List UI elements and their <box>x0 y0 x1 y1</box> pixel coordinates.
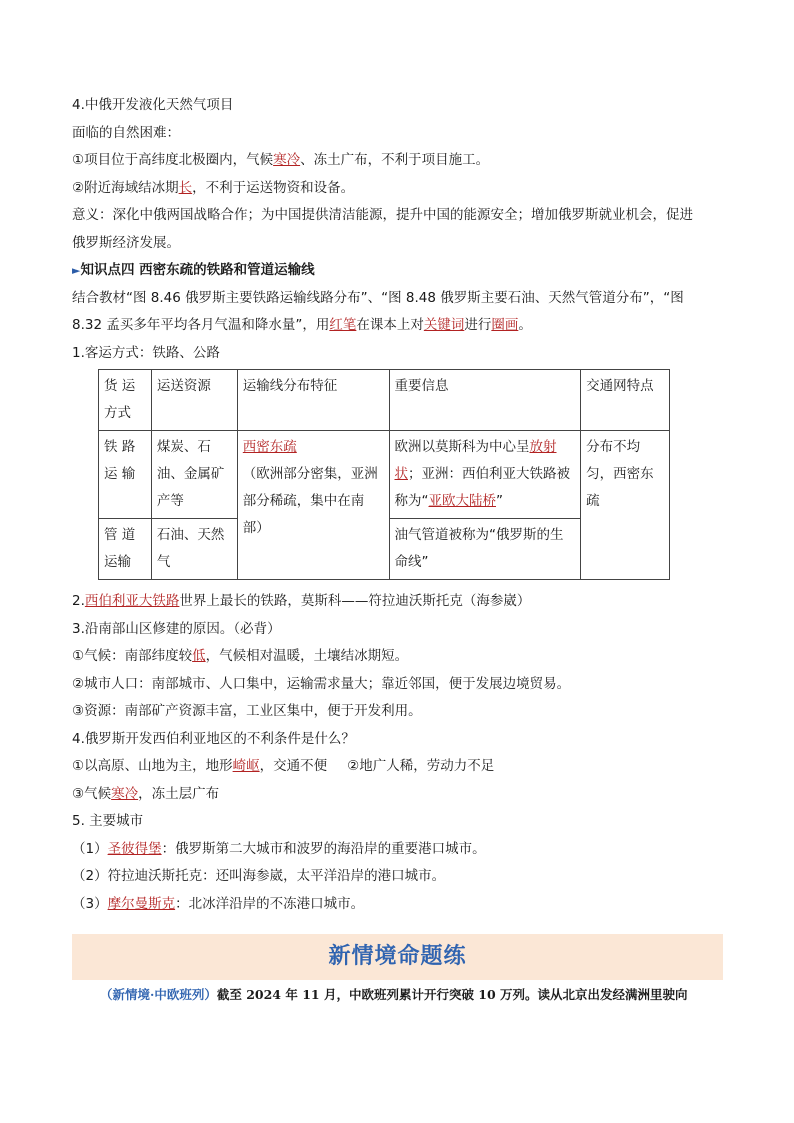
text: ；亚洲：西伯利亚大铁路被称为“ <box>394 466 570 509</box>
text: 、冻土广布，不利于项目施工。 <box>300 152 490 168</box>
keyword-low: 低 <box>192 648 206 664</box>
reason-climate <box>72 643 722 671</box>
table-cell: 管 道运输 <box>99 519 152 580</box>
reason-resource: ③资源：南部矿产资源丰富，工业区集中，便于开发利用。 <box>72 703 422 719</box>
city-3 <box>72 891 722 919</box>
meaning-line-2: 俄罗斯经济发展。 <box>72 234 180 251</box>
text: ③气候 <box>72 785 112 802</box>
text: ，气候相对温暖，土壤结冰期短。 <box>205 648 409 664</box>
keyword-long: 长 <box>178 179 193 196</box>
text: 欧洲以莫斯科为中心呈 <box>394 439 530 455</box>
keyword-murmansk: 摩尔曼斯克 <box>107 895 176 912</box>
knowledge-point-title: 知识点四 西密东疏的铁路和管道运输线 <box>80 262 315 278</box>
keyword-west-dense: 西密东疏 <box>242 439 297 455</box>
question-stem <box>100 985 730 1003</box>
difficulty-item-1 <box>72 147 722 175</box>
table-cell <box>237 431 389 580</box>
city-2: （2）符拉迪沃斯托克：还叫海参崴，太平洋沿岸的港口城市。 <box>72 868 446 884</box>
text: ，交通不便 <box>259 758 328 774</box>
section-4-title: 4.中俄开发液化天然气项目 <box>72 97 234 113</box>
keyword-circle: 圈画 <box>491 317 519 333</box>
section-3-title: 3.沿南部山区修建的原因。（必背） <box>72 620 281 637</box>
text: ②附近海域结冰期 <box>72 179 179 196</box>
difficulty-item-2 <box>72 175 722 203</box>
table-header-cell: 货 运方式 <box>99 370 152 431</box>
text: 2. <box>72 593 85 609</box>
table-cell: 石油、天然气 <box>151 519 237 580</box>
keyword-siberian-railway: 西伯利亚大铁路 <box>84 593 180 609</box>
keyword-land-bridge: 亚欧大陆桥 <box>428 493 496 509</box>
document-body <box>72 92 722 918</box>
text: 在课本上对 <box>356 317 424 333</box>
keyword-cold-2: 寒冷 <box>111 785 139 802</box>
passenger-transport: 1.客运方式：铁路、公路 <box>72 344 220 361</box>
text: （欧洲部分密集，亚洲部分稀疏，集中在南部） <box>242 466 378 536</box>
table-cell: 煤炭、石油、金属矿产等 <box>151 431 237 519</box>
text: ” <box>496 493 503 509</box>
keyword-cold: 寒冷 <box>273 152 301 168</box>
section-4b-title: 4.俄罗斯开发西伯利亚地区的不利条件是什么？ <box>72 730 355 747</box>
table-header-cell: 运送资源 <box>151 370 237 431</box>
text: ①项目位于高纬度北极圈内，气候 <box>72 152 274 168</box>
new-context-banner <box>72 934 723 980</box>
unfavorable-row-2 <box>72 781 722 809</box>
triangle-marker-icon: ► <box>72 264 81 277</box>
transport-table <box>98 369 670 580</box>
table-header-cell: 交通网特点 <box>581 370 670 431</box>
text: （3） <box>72 895 108 912</box>
question-text: 截至 2024 年 11 月，中欧班列累计开行突破 10 万列。读从北京出发经满洲里驶向 <box>216 987 688 1002</box>
table-cell <box>389 431 581 519</box>
text: ①气候：南部纬度较 <box>72 648 193 664</box>
text: ：俄罗斯第二大城市和波罗的海沿岸的重要港口城市。 <box>161 840 486 857</box>
table-cell: 铁 路运 输 <box>99 431 152 519</box>
section-5-title: 5. 主要城市 <box>72 813 144 829</box>
table-header-cell: 运输线分布特征 <box>237 370 389 431</box>
keyword-st-petersburg: 圣彼得堡 <box>107 840 162 857</box>
section-2 <box>72 588 722 616</box>
keyword-rugged: 崎岖 <box>232 758 260 774</box>
keyword-keywords: 关键词 <box>423 317 465 333</box>
text: 8.32 孟买多年平均各月气温和降水量”，用 <box>72 317 330 333</box>
text: ①以高原、山地为主，地形 <box>72 758 233 774</box>
text: 进行 <box>464 317 492 333</box>
text: ，不利于运送物资和设备。 <box>192 179 355 196</box>
intro-line-1: 结合教材“图 8.46 俄罗斯主要铁路运输线路分布”、“图 8.48 俄罗斯主要石油、天然气管道分布”，“图 <box>72 289 684 306</box>
text: ，冻土层广布 <box>138 785 220 802</box>
text: 世界上最长的铁路，莫斯科——符拉迪沃斯托克（海参崴） <box>179 593 531 609</box>
keyword-red-pen: 红笔 <box>329 317 357 333</box>
table-cell: 分布不均匀，西密东疏 <box>581 431 670 580</box>
intro-line-2 <box>72 312 722 340</box>
reason-city: ②城市人口：南部城市、人口集中，运输需求量大；靠近邻国，便于发展边境贸易。 <box>72 675 571 692</box>
table-row <box>99 431 670 519</box>
unfavorable-row-1 <box>72 753 722 781</box>
question-tag: （新情境·中欧班列） <box>100 987 217 1002</box>
keyword-radial: 放射状 <box>394 439 557 482</box>
text: ②地广人稀，劳动力不足 <box>347 758 495 774</box>
knowledge-point-heading <box>72 257 722 285</box>
text: 。 <box>518 317 532 333</box>
city-1 <box>72 836 722 864</box>
table-cell: 油气管道被称为“俄罗斯的生命线” <box>389 519 581 580</box>
meaning-line-1: 意义：深化中俄两国战略合作；为中国提供清洁能源，提升中国的能源安全；增加俄罗斯就业机会，促进 <box>72 207 693 223</box>
difficulty-label: 面临的自然困难： <box>72 124 180 141</box>
text: （1） <box>72 840 108 857</box>
table-header-row <box>99 370 670 431</box>
table-header-cell: 重要信息 <box>389 370 581 431</box>
text: ：北冰洋沿岸的不冻港口城市。 <box>175 895 365 912</box>
banner-title: 新情境命题练 <box>328 944 467 969</box>
